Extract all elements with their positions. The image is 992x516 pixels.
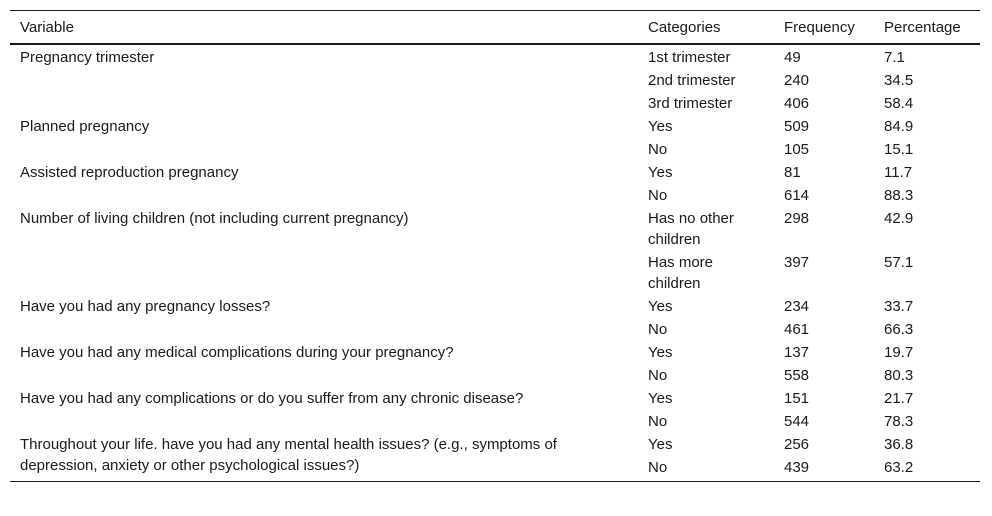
cell-percentage: 21.7	[884, 390, 914, 407]
cell-category: No	[648, 141, 668, 158]
table-row	[10, 387, 980, 410]
survey-results-table	[10, 10, 980, 482]
cell-variable	[10, 184, 638, 207]
cell-frequency: 298	[784, 210, 810, 227]
cell-frequency: 81	[784, 164, 801, 181]
cell-variable	[10, 318, 638, 341]
cell-variable	[10, 69, 638, 92]
cell-category: Yes	[648, 164, 673, 181]
table-row	[10, 295, 980, 318]
cell-percentage: 19.7	[884, 344, 914, 361]
table-body	[10, 44, 980, 482]
cell-category: 1st trimester	[648, 49, 731, 66]
cell-percentage: 33.7	[884, 298, 914, 315]
table-row	[10, 184, 980, 207]
cell-frequency: 105	[784, 141, 810, 158]
cell-frequency: 234	[784, 298, 810, 315]
table-row	[10, 433, 980, 456]
cell-variable: Have you had any complications or do you suffer from any chronic disease?	[20, 390, 524, 407]
cell-category: Has no other children	[648, 210, 734, 248]
cell-frequency: 49	[784, 49, 801, 66]
cell-variable: Have you had any pregnancy losses?	[20, 298, 271, 315]
data-table-container	[10, 10, 980, 482]
header-variable: Variable	[20, 18, 74, 36]
cell-percentage: 15.1	[884, 141, 914, 158]
cell-percentage: 58.4	[884, 95, 914, 112]
cell-percentage: 11.7	[884, 164, 913, 181]
cell-category: Yes	[648, 436, 673, 453]
cell-variable	[10, 92, 638, 115]
cell-frequency: 256	[784, 436, 810, 453]
cell-category: Has more children	[648, 254, 714, 292]
table-row	[10, 251, 980, 295]
cell-frequency: 614	[784, 187, 810, 204]
cell-category: No	[648, 413, 668, 430]
cell-category: Yes	[648, 344, 673, 361]
cell-frequency: 397	[784, 254, 810, 271]
cell-variable	[10, 410, 638, 433]
cell-category: Yes	[648, 298, 673, 315]
cell-variable: Pregnancy trimester	[20, 49, 155, 66]
cell-variable: Throughout your life. have you had any mental health issues? (e.g., symptoms of depression, anxiety or other psychological issues?)	[20, 436, 557, 474]
cell-percentage: 78.3	[884, 413, 914, 430]
table-row	[10, 341, 980, 364]
cell-variable	[10, 138, 638, 161]
cell-percentage: 80.3	[884, 367, 914, 384]
table-row	[10, 318, 980, 341]
cell-category: Yes	[648, 118, 673, 135]
cell-frequency: 461	[784, 321, 810, 338]
cell-percentage: 88.3	[884, 187, 914, 204]
cell-category: 2nd trimester	[648, 72, 736, 89]
cell-percentage: 57.1	[884, 254, 914, 271]
cell-percentage: 34.5	[884, 72, 914, 89]
table-row	[10, 115, 980, 138]
cell-percentage: 84.9	[884, 118, 914, 135]
table-header	[10, 11, 980, 45]
cell-percentage: 36.8	[884, 436, 914, 453]
cell-frequency: 509	[784, 118, 810, 135]
header-percentage: Percentage	[884, 18, 961, 36]
cell-frequency: 137	[784, 344, 810, 361]
table-row	[10, 138, 980, 161]
cell-variable: Assisted reproduction pregnancy	[20, 164, 239, 181]
cell-category: No	[648, 367, 668, 384]
header-categories: Categories	[648, 18, 721, 36]
cell-variable	[10, 251, 638, 295]
cell-category: No	[648, 321, 668, 338]
cell-percentage: 7.1	[884, 49, 905, 66]
cell-frequency: 240	[784, 72, 810, 89]
cell-variable	[10, 364, 638, 387]
header-frequency: Frequency	[784, 18, 855, 36]
table-row	[10, 92, 980, 115]
cell-category: No	[648, 187, 668, 204]
cell-variable: Planned pregnancy	[20, 118, 150, 135]
cell-frequency: 406	[784, 95, 810, 112]
cell-category: No	[648, 459, 668, 476]
table-row	[10, 161, 980, 184]
cell-percentage: 63.2	[884, 459, 914, 476]
cell-frequency: 151	[784, 390, 810, 407]
cell-frequency: 558	[784, 367, 810, 384]
cell-category: Yes	[648, 390, 673, 407]
cell-percentage: 42.9	[884, 210, 914, 227]
table-row	[10, 410, 980, 433]
cell-percentage: 66.3	[884, 321, 914, 338]
cell-frequency: 544	[784, 413, 810, 430]
header-row	[10, 11, 980, 45]
table-row	[10, 44, 980, 69]
cell-variable: Have you had any medical complications during your pregnancy?	[20, 344, 454, 361]
table-row	[10, 207, 980, 251]
cell-category: 3rd trimester	[648, 95, 733, 112]
table-row	[10, 69, 980, 92]
cell-frequency: 439	[784, 459, 810, 476]
cell-variable: Number of living children (not including current pregnancy)	[20, 210, 409, 227]
table-row	[10, 364, 980, 387]
